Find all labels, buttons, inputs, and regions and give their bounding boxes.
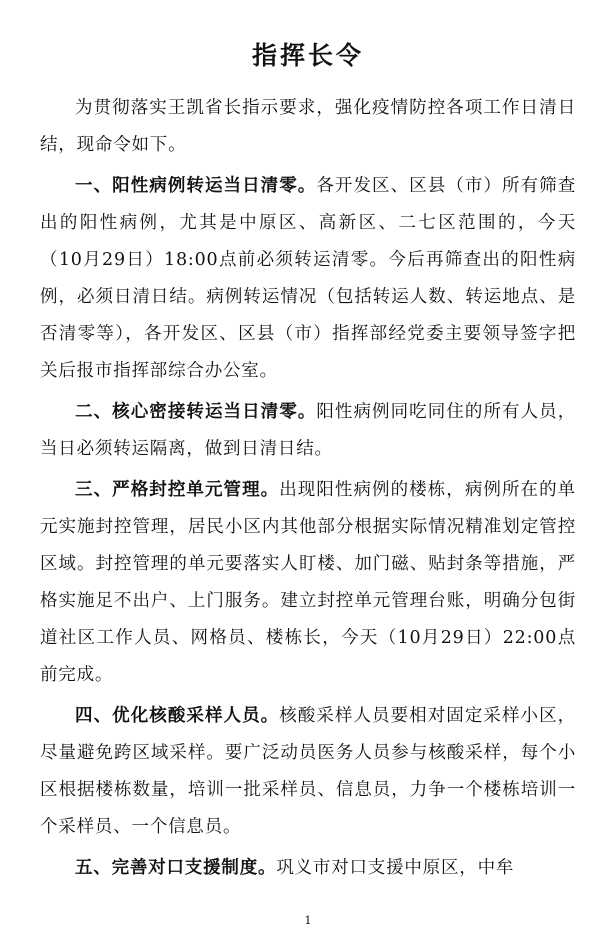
section-1-heading: 一、阳性病例转运当日清零。 — [75, 176, 317, 196]
section-2-heading: 二、核心密接转运当日清零。 — [75, 402, 317, 422]
section-2-paragraph — [40, 394, 576, 468]
section-3-heading: 三、严格封控单元管理。 — [75, 480, 280, 500]
section-2-body: 阳性病例同吃同住的所有人员，当日必须转运隔离，做到日清日结。 — [40, 402, 577, 459]
section-4-paragraph — [40, 698, 576, 846]
section-5-paragraph — [40, 850, 576, 887]
section-5-body: 巩义市对口支援中原区，中牟 — [276, 858, 515, 878]
intro-paragraph: 为贯彻落实王凯省长指示要求，强化疫情防控各项工作日清日结，现命令如下。 — [40, 98, 576, 155]
section-5-heading: 五、完善对口支援制度。 — [75, 858, 277, 878]
document-title: 指挥长令 — [251, 41, 364, 70]
page-number: 1 — [304, 914, 312, 927]
section-3-paragraph — [40, 472, 576, 694]
section-1-body: 各开发区、区县（市）所有筛查出的阳性病例，尤其是中原区、高新区、二七区范围的，今天（10月29日）18:00点前必须转运清零。今后再筛查出的阳性病例，必须日清日结。病例转运情况（包括转运人数、转运地点、是否清零等），各开发区、区县（市）指挥部经党委主要领导签字把关后报市指挥部综合办公室。 — [40, 176, 577, 381]
section-3-body: 出现阳性病例的楼栋，病例所在的单元实施封控管理，居民小区内其他部分根据实际情况精准划定管控区域。封控管理的单元要落实人盯楼、加门磁、贴封条等措施，严格实施足不出户、上门服务。建立封控单元管理台账，明确分包街道社区工作人员、网格员、楼栋长，今天（10月29日）22:00点前完成。 — [40, 480, 576, 685]
section-1-paragraph — [40, 168, 576, 390]
section-4-body: 核酸采样人员要相对固定采样小区，尽量避免跨区域采样。要广泛动员医务人员参与核酸采样，每个小区根据楼栋数量，培训一批采样员、信息员，力争一个楼栋培训一个采样员、一个信息员。 — [40, 706, 576, 837]
section-4-heading: 四、优化核酸采样人员。 — [75, 706, 280, 726]
